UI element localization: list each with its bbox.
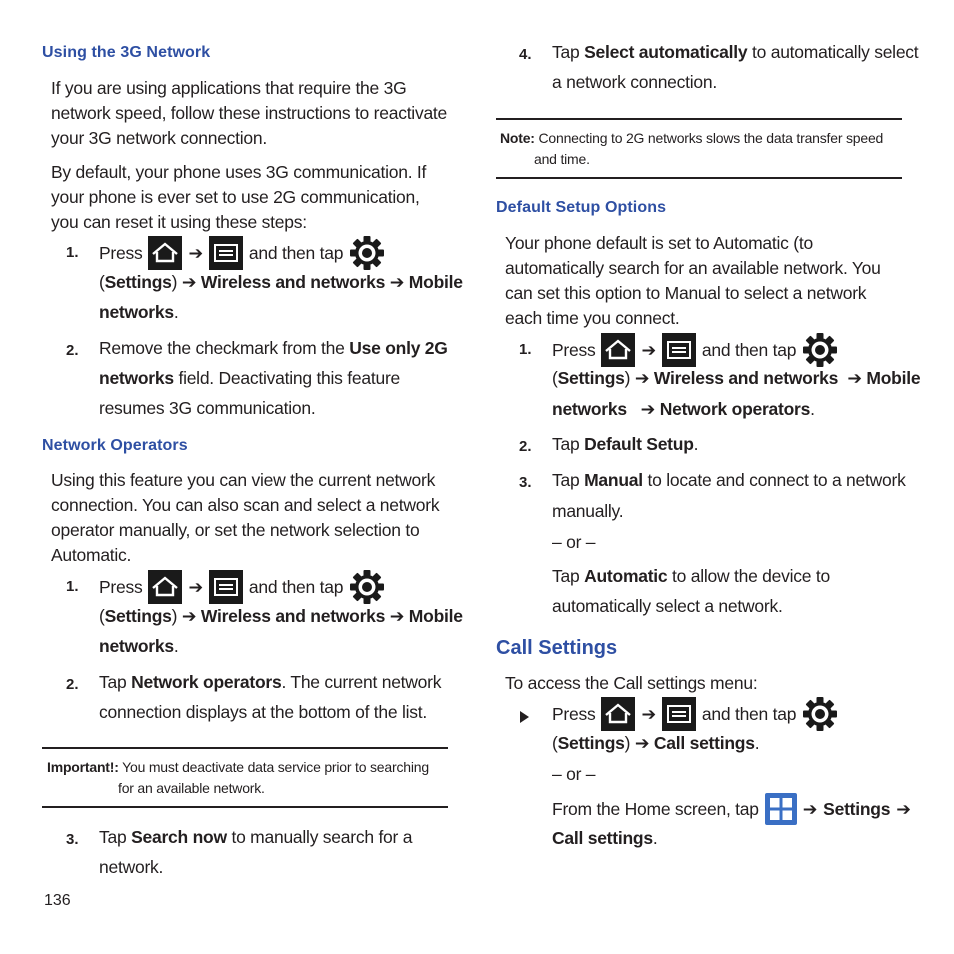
from-home-line (552, 793, 911, 825)
step-path-line (552, 733, 759, 754)
arrow-icon: ➔ (640, 399, 656, 419)
step-text: manually. (552, 501, 624, 521)
paren: ) (171, 272, 178, 292)
arrow-icon: ➔ (802, 798, 818, 819)
menu-key-icon (662, 333, 696, 367)
heading-using-3g-network: Using the 3G Network (42, 44, 211, 61)
text: field. Deactivating this feature (178, 368, 401, 388)
step-text (552, 470, 906, 491)
arrow-icon: ➔ (896, 798, 911, 819)
text: Remove the checkmark from the (99, 338, 345, 358)
path-mobile: Mobile (408, 606, 463, 626)
arrow-icon: ➔ (847, 368, 862, 388)
arrow-icon: ➔ (181, 272, 197, 292)
path-mobile: Mobile (408, 272, 463, 292)
from-home-label: From the Home screen, tap (552, 798, 759, 819)
home-key-icon (601, 697, 635, 731)
step-path-line-2 (552, 399, 815, 420)
network-operators-label: Network operators (131, 672, 282, 692)
step-number: 2. (66, 676, 79, 693)
paren: ( (99, 272, 105, 292)
settings-label: Settings (823, 798, 891, 819)
step-number: 2. (66, 342, 79, 359)
press-label: Press (552, 703, 596, 724)
step-number: 2. (519, 438, 532, 455)
important-label: Important!: (47, 759, 119, 775)
text: Tap (99, 827, 127, 847)
step-text: a network connection. (552, 72, 717, 92)
step-text: automatically select a network. (552, 596, 783, 616)
text: Tap (552, 566, 580, 586)
step-text: connection displays at the bottom of the list. (99, 702, 427, 722)
arrow-icon: ➔ (641, 339, 656, 360)
text: to manually search for a (231, 827, 413, 847)
step-text (99, 827, 412, 848)
para-using-3g-intro: If you are using applications that require the 3G network speed, follow these instructions to reactivate your 3G network connection. (51, 78, 448, 148)
para-using-3g-default: By default, your phone uses 3G communication. If your phone is ever set to use 2G communication, you can reset it using these steps: (51, 162, 427, 232)
and-then-tap-label: and then tap (248, 576, 344, 597)
home-key-icon (601, 333, 635, 367)
heading-call-settings: Call Settings (496, 637, 618, 659)
divider (42, 806, 448, 808)
settings-label: Settings (104, 606, 172, 626)
text: Connecting to 2G networks slows the data transfer speed (538, 130, 884, 146)
period: . (754, 733, 760, 753)
step-number: 1. (66, 244, 79, 261)
path-networks: networks (99, 636, 174, 656)
text: You must deactivate data service prior to searching (122, 759, 429, 775)
arrow-icon: ➔ (181, 606, 197, 626)
settings-label: Settings (104, 272, 172, 292)
home-key-icon (148, 236, 182, 270)
step-number: 1. (519, 341, 532, 358)
path-networks: networks (552, 399, 627, 419)
press-label: Press (99, 242, 143, 263)
step-press-line (552, 696, 838, 732)
settings-gear-icon (802, 696, 838, 732)
call-settings-intro: To access the Call settings menu: (505, 673, 758, 693)
manual-label: Manual (584, 470, 643, 490)
arrow-icon: ➔ (634, 368, 650, 388)
call-settings-label: Call settings (552, 828, 653, 848)
text: to locate and connect to a network (647, 470, 906, 490)
text: Tap (552, 434, 580, 454)
step-path-line (99, 606, 463, 627)
bullet-triangle-icon (520, 710, 529, 728)
arrow-icon: ➔ (188, 576, 203, 597)
settings-gear-icon (349, 569, 385, 605)
step-text (552, 42, 918, 63)
step-number: 4. (519, 46, 532, 63)
step-number: 1. (66, 578, 79, 595)
step-path-line-2 (99, 636, 178, 657)
arrow-icon: ➔ (389, 606, 405, 626)
call-settings-path-2 (552, 828, 657, 849)
path-mobile: Mobile (866, 368, 921, 388)
applications-icon (765, 793, 797, 825)
para-default-setup: Your phone default is set to Automatic (to automatically search for an available network. You can set this option to Manual to select a network each time you connect. (505, 233, 881, 328)
text: Tap (552, 42, 580, 62)
step-number: 3. (519, 474, 532, 491)
arrow-icon: ➔ (188, 242, 203, 263)
step-press-line (552, 332, 838, 368)
select-automatically-label: Select automatically (584, 42, 748, 62)
text: to allow the device to (672, 566, 830, 586)
text: to automatically select (752, 42, 919, 62)
paren: ( (99, 606, 105, 626)
paren: ) (624, 368, 631, 388)
default-setup-label: Default Setup (584, 434, 694, 454)
period: . (652, 828, 658, 848)
period: . (173, 636, 179, 656)
note-label: Note: (500, 130, 535, 146)
step-text: resumes 3G communication. (99, 398, 316, 418)
and-then-tap-label: and then tap (248, 242, 344, 263)
step-press-line (99, 569, 385, 605)
text: Tap (99, 672, 127, 692)
important-note (47, 757, 429, 778)
paren: ( (552, 733, 558, 753)
path-wireless-networks: Wireless and networks (200, 606, 386, 626)
home-key-icon (148, 570, 182, 604)
step-text (99, 338, 448, 359)
text: Tap (552, 470, 580, 490)
step-text (552, 566, 830, 587)
step-text (99, 368, 400, 389)
paren: ) (171, 606, 178, 626)
heading-network-operators: Network Operators (42, 437, 188, 454)
networks-label: networks (99, 368, 174, 388)
divider (42, 747, 448, 749)
and-then-tap-label: and then tap (701, 703, 797, 724)
step-path-line-2 (99, 302, 178, 323)
step-path-line (99, 272, 463, 293)
arrow-icon: ➔ (389, 272, 405, 292)
or-separator: – or – (552, 764, 596, 784)
path-call-settings: Call settings (653, 733, 755, 753)
period: . (693, 434, 699, 454)
and-then-tap-label: and then tap (701, 339, 797, 360)
menu-key-icon (662, 697, 696, 731)
period: . (810, 399, 815, 419)
important-note-2: for an available network. (118, 780, 265, 796)
use-only-2g-label: Use only 2G (349, 338, 448, 358)
step-text: network. (99, 857, 164, 877)
paren: ( (552, 368, 558, 388)
menu-key-icon (209, 570, 243, 604)
settings-label: Settings (557, 368, 625, 388)
text: . The current network (281, 672, 442, 692)
arrow-icon: ➔ (641, 703, 656, 724)
step-press-line (99, 235, 385, 271)
period: . (173, 302, 179, 322)
page-number: 136 (44, 892, 71, 909)
path-wireless-networks: Wireless and networks (200, 272, 386, 292)
press-label: Press (552, 339, 596, 360)
para-network-operators: Using this feature you can view the current network connection. You can also scan and select a network operator manually, or set the network selection to Automatic. (51, 470, 440, 565)
heading-default-setup-options: Default Setup Options (496, 199, 667, 216)
automatic-label: Automatic (584, 566, 668, 586)
or-separator: – or – (552, 532, 596, 552)
path-wireless-networks: Wireless and networks (653, 368, 839, 388)
note (500, 128, 883, 149)
press-label: Press (99, 576, 143, 597)
step-path-line (552, 368, 920, 389)
settings-gear-icon (349, 235, 385, 271)
note-2: and time. (534, 151, 590, 167)
step-number: 3. (66, 831, 79, 848)
path-networks: networks (99, 302, 174, 322)
search-now-label: Search now (131, 827, 227, 847)
paren: ) (624, 733, 631, 753)
step-text (552, 434, 698, 455)
arrow-icon: ➔ (634, 733, 650, 753)
path-network-operators: Network operators (659, 399, 811, 419)
settings-label: Settings (557, 733, 625, 753)
menu-key-icon (209, 236, 243, 270)
divider (496, 177, 902, 179)
settings-gear-icon (802, 332, 838, 368)
divider (496, 118, 902, 120)
step-text (99, 672, 441, 693)
